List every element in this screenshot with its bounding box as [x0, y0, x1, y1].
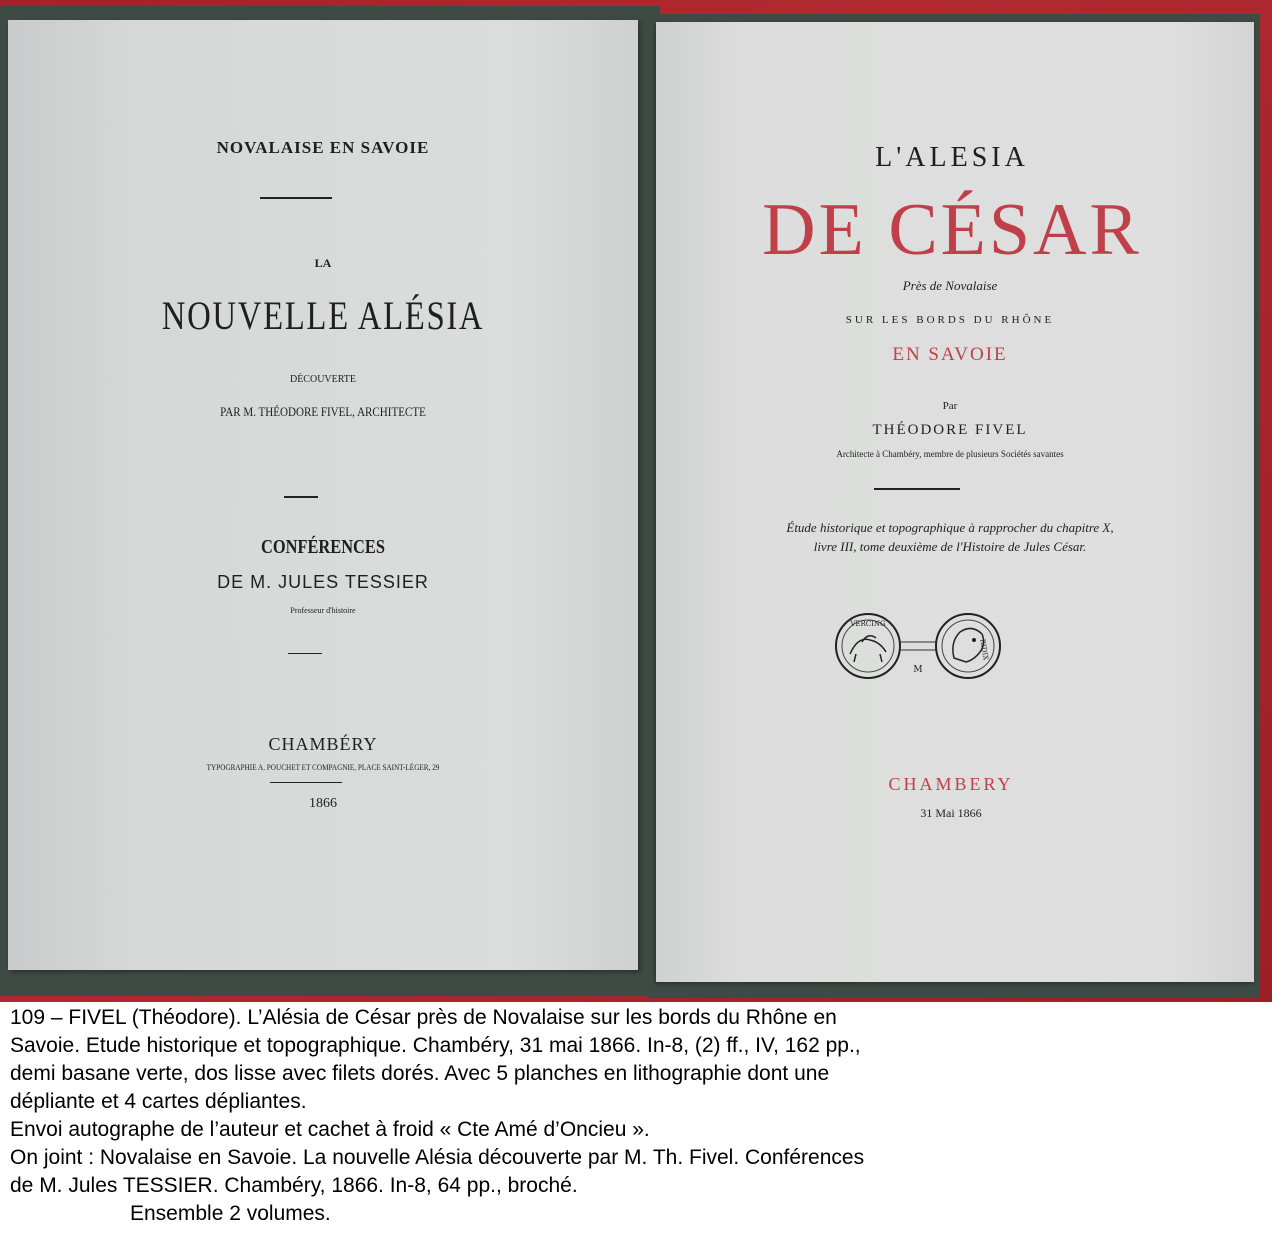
title-main: DE CÉSAR	[762, 189, 1142, 271]
region-line: EN SAVOIE	[892, 344, 1008, 365]
lecturer-name: DE M. JULES TESSIER	[217, 572, 429, 592]
date: 31 Mai 1866	[920, 806, 982, 820]
subtitle-line-2: livre III, tome deuxième de l'Histoire de Jules César.	[813, 539, 1087, 554]
monogram: M	[913, 665, 923, 675]
printer: TYPOGRAPHIE A. POUCHET ET COMPAGNIE, PLACE SAINT-LÉGER, 29	[206, 763, 440, 772]
title-top: L'ALESIA	[875, 142, 1029, 173]
coin-left-icon	[836, 614, 900, 678]
coin-right-icon	[936, 614, 1000, 678]
coin-left-legend: VERCING	[850, 620, 886, 628]
near-line: Près de Novalaise	[902, 278, 998, 293]
coins-engraving	[832, 602, 1012, 692]
by-word: Par	[942, 400, 958, 412]
subtitle-line-1: Étude historique et topographique à rapprocher du chapitre X,	[786, 520, 1114, 535]
right-title-page	[656, 22, 1254, 982]
city: CHAMBÉRY	[268, 734, 378, 754]
title-article: LA	[314, 256, 332, 270]
caption-line: Envoi autographe de l’auteur et cachet à froid « Cte Amé d’Oncieu ».	[10, 1118, 650, 1141]
author-name: THÉODORE FIVEL	[872, 422, 1028, 438]
lot-description	[10, 1004, 1260, 1228]
city: CHAMBERY	[888, 774, 1014, 794]
coin-right-legend: RIDIX	[978, 638, 990, 661]
caption-line: de M. Jules TESSIER. Chambéry, 1866. In-8, 64 pp., broché.	[10, 1174, 578, 1197]
rule	[260, 197, 332, 199]
rule	[288, 653, 322, 654]
caption-line: dépliante et 4 cartes dépliantes.	[10, 1090, 307, 1113]
lecturer-title: Professeur d'histoire	[290, 606, 356, 615]
rule	[284, 496, 318, 498]
discovered-label: DÉCOUVERTE	[289, 374, 357, 385]
by-line: PAR M. THÉODORE FIVEL, ARCHITECTE	[220, 404, 426, 419]
year: 1866	[309, 796, 337, 811]
main-title: NOUVELLE ALÉSIA	[161, 293, 485, 338]
caption-line: On joint : Novalaise en Savoie. La nouvelle Alésia découverte par M. Th. Fivel. Conférences	[10, 1146, 865, 1169]
series-title: NOVALAISE EN SAVOIE	[216, 138, 430, 157]
author-description: Architecte à Chambéry, membre de plusieurs Sociétés savantes	[836, 449, 1064, 459]
caption-line: Savoie. Etude historique et topographique. Chambéry, 31 mai 1866. In-8, (2) ff., IV, 162 pp.,	[10, 1034, 861, 1057]
lectures-heading: CONFÉRENCES	[261, 536, 385, 558]
rule	[874, 488, 960, 490]
left-title-page	[8, 20, 638, 970]
caption-line: Ensemble 2 volumes.	[130, 1202, 331, 1225]
caption-line: 109 – FIVEL (Théodore). L’Alésia de César près de Novalaise sur les bords du Rhône en	[10, 1006, 837, 1029]
rule	[270, 782, 342, 783]
river-line: SUR LES BORDS DU RHÔNE	[845, 314, 1055, 326]
caption-line: demi basane verte, dos lisse avec filets dorés. Avec 5 planches en lithographie dont une	[10, 1062, 830, 1085]
